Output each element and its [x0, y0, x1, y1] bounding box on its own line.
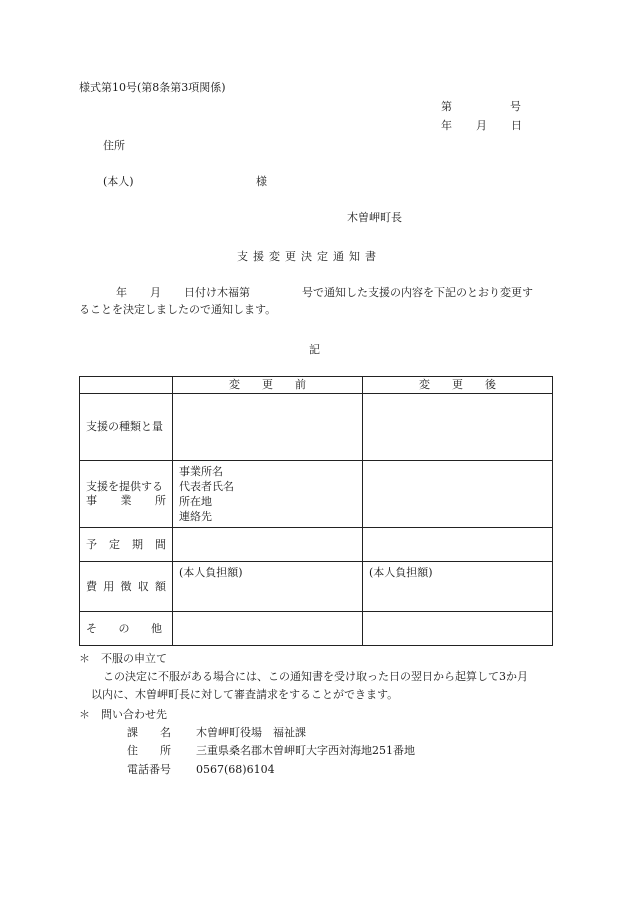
provider-label-line2: 事 業 所 — [86, 494, 166, 507]
date-year: 年 — [441, 119, 452, 132]
body-year: 年 — [116, 286, 127, 299]
row-label-support-type: 支援の種類と量 — [80, 394, 173, 461]
tel-value: 0567(68)6104 — [196, 763, 275, 776]
body-line1: 号で通知した支援の内容を下記のとおり変更す — [302, 286, 533, 299]
dept-value: 木曽岬町役場 福祉課 — [196, 726, 306, 739]
cell-period-after — [363, 528, 553, 562]
address-label: 住所 — [103, 139, 125, 152]
body-ref: 日付け木福第 — [184, 286, 250, 299]
document-title: 支援変更決定通知書 — [237, 250, 381, 263]
provider-field-name: 事業所名 — [179, 465, 223, 478]
provider-label-line1: 支援を提供する — [86, 480, 163, 493]
provider-field-contact: 連絡先 — [179, 510, 212, 523]
body-line2: ることを決定しましたので通知します。 — [79, 303, 277, 316]
objection-line1: この決定に不服がある場合には、この通知書を受け取った日の翌日から起算して3か月 — [103, 670, 528, 683]
provider-field-location: 所在地 — [179, 495, 212, 508]
cell-other-after — [363, 612, 553, 646]
body-month: 月 — [150, 286, 161, 299]
header-before: 変 更 前 — [173, 377, 363, 394]
header-after: 変 更 後 — [363, 377, 553, 394]
date-day: 日 — [511, 119, 522, 132]
address-label-contact: 住 所 — [127, 744, 171, 757]
row-label-fee: 費 用 徴 収 額 — [80, 562, 173, 612]
person-label: (本人) — [103, 175, 134, 188]
cell-other-before — [173, 612, 363, 646]
date-month: 月 — [476, 119, 487, 132]
contact-title: ＊ 問い合わせ先 — [79, 708, 167, 721]
cell-fee-before: (本人負担額) — [173, 562, 363, 612]
objection-line2: 以内に、木曽岬町長に対して審査請求をすることができます。 — [91, 688, 399, 701]
address-value: 三重県桑名郡木曽岬町大字西対海地251番地 — [196, 744, 415, 757]
dept-label: 課 名 — [127, 726, 171, 739]
header-blank — [80, 377, 173, 394]
issuer: 木曽岬町長 — [347, 211, 402, 224]
cell-period-before — [173, 528, 363, 562]
change-table — [79, 376, 553, 646]
cell-support-type-after — [363, 394, 553, 461]
ki-mark: 記 — [309, 343, 320, 356]
objection-title: ＊ 不服の申立て — [79, 652, 167, 665]
provider-field-rep: 代表者氏名 — [179, 480, 234, 493]
cell-provider-before — [173, 461, 363, 528]
number-prefix: 第 — [441, 100, 452, 113]
tel-label: 電話番号 — [127, 763, 171, 776]
cell-support-type-before — [173, 394, 363, 461]
row-label-period: 予 定 期 間 — [80, 528, 173, 562]
number-suffix: 号 — [510, 100, 521, 113]
row-label-provider — [80, 461, 173, 528]
cell-provider-after — [363, 461, 553, 528]
form-id: 様式第10号(第8条第3項関係) — [79, 81, 226, 94]
cell-fee-after: (本人負担額) — [363, 562, 553, 612]
row-label-other: そ の 他 — [80, 612, 173, 646]
honorific: 様 — [256, 175, 267, 188]
